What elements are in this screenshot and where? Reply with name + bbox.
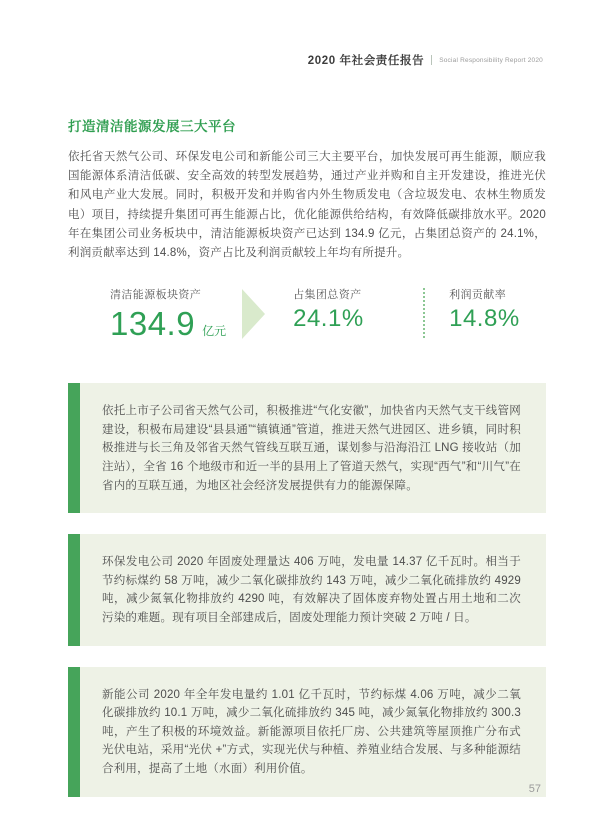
key-stats-band (68, 286, 546, 343)
highlight-box-gas-company (68, 383, 546, 513)
highlight-boxes (68, 383, 546, 796)
highlight-box-environmental-power (68, 534, 546, 645)
intro-paragraph: 依托省天然气公司、环保发电公司和新能公司三大主要平台，加快发展可再生能源，顺应我国能源体系清洁低碳、安全高效的转型发展趋势，通过产业并购和自主开发建设，推进光伏和风电产业大发展。同时，积极开发和并购省内外生物质发电（含垃圾发电、农林生物质发电）项目，持续提升集团可再生能源占比，优化能源供给结构，有效降低碳排放水平。2020 年在集团公司业务板块中，清洁能源板块资产已达到 134.9 亿元，占集团总资产的 24.1%，利润贡献率达到 14.8%，资产占比及利润贡献较上年均有所提升。 (68, 151, 546, 260)
dotted-divider (423, 288, 425, 338)
stat-label: 清洁能源板块资产 (110, 289, 202, 302)
highlight-box-text: 依托上市子公司省天然气公司，积极推进“气化安徽”，加快省内天然气支干线管网建设，积极布局建设“县县通”“镇镇通”管道，推进天然气进园区、进乡镇，同时积极推进与长三角及邻省天然气管线互联互通，谋划参与沿海沿江 LNG 接收站（加注站），全省 16 个地级市和近一半的县用上了管道天然气，实现“西气”和“川气”在省内的互联互通，为地区社会经济发展提供有力的能源保障。 (102, 405, 521, 492)
stat-clean-energy-assets (110, 286, 226, 343)
stat-value: 14.8% (449, 305, 520, 333)
report-title-zh: 2020 年社会责任报告 (307, 55, 425, 67)
highlight-box-new-energy (68, 667, 546, 797)
page-header (308, 52, 543, 68)
right-arrow-icon (242, 289, 265, 339)
header-divider (431, 55, 432, 65)
stat-value: 24.1% (293, 305, 364, 333)
stat-share-of-group-assets (293, 286, 393, 333)
stat-label: 利润贡献率 (449, 289, 507, 302)
page-number: 57 (528, 783, 541, 795)
stat-label: 占集团总资产 (293, 289, 362, 302)
stat-unit: 亿元 (202, 324, 227, 339)
section-title: 打造清洁能源发展三大平台 (68, 119, 236, 134)
highlight-box-text: 新能公司 2020 年全年发电量约 1.01 亿千瓦时，节约标煤 4.06 万吨，减少二氧化碳排放约 10.1 万吨，减少二氧化硫排放约 345 吨，减少氮氧化物排放约 300.3 吨，产生了积极的环境效益。新能源项目依托厂房、公共建筑等屋顶推广分布式光伏电站，采用“光伏 +”方式，实现光伏与种植、养殖业结合发展、与多种能源结合利用，提高了土地（水面）利用价值。 (102, 688, 521, 775)
highlight-box-text: 环保发电公司 2020 年固废处理量达 406 万吨，发电量 14.37 亿千瓦时。相当于节约标煤约 58 万吨，减少二氧化碳排放约 143 万吨，减少二氧化硫排放约 4929 吨，减少氮氧化物排放约 4290 吨，有效解决了固体废弃物处置占用土地和二次污染的难题。现有项目全部建成后，固废处理能力预计突破 2 万吨 / 日。 (102, 556, 521, 624)
report-title-en: Social Responsibility Report 2020 (439, 56, 543, 64)
main-content (68, 115, 546, 797)
stat-value-row (110, 305, 226, 343)
stat-profit-contribution (449, 286, 520, 333)
stat-value: 134.9 (110, 305, 196, 343)
